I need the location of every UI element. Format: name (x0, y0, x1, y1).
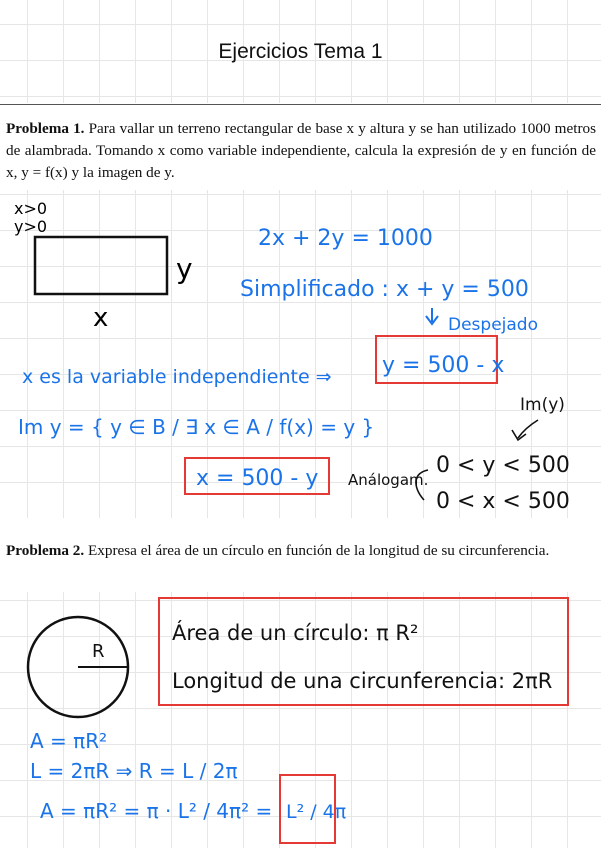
equation-perimeter: 2x + 2y = 1000 (258, 226, 433, 251)
despejado-label: Despejado (448, 315, 538, 335)
down-arrow-icon (426, 308, 438, 324)
problem-1-text: Para vallar un terreno rectangular de base x y altura y se han utilizado 1000 metros de alambrada. Tomando x como variable independiente, calcula la expresión de y en función de x, y = f(x) y la imagen de y. (6, 120, 596, 181)
radius-label: R (92, 641, 105, 662)
range-y: 0 < y < 500 (436, 453, 570, 478)
problem-2-text: Expresa el área de un círculo en función de la longitud de su circunferencia. (87, 542, 550, 559)
length-formula: L = 2πR ⇒ R = L / 2π (30, 759, 238, 783)
condition-y: y>0 (14, 217, 48, 236)
rectangle-diagram (35, 237, 167, 294)
boxed-result: L² / 4π (286, 801, 347, 823)
equation-simplified: Simplificado : x + y = 500 (240, 277, 529, 302)
boxed-y-expression: y = 500 - x (382, 353, 505, 378)
length-definition: Longitud de una circunferencia: 2πR (172, 669, 553, 693)
image-label: Im(y) (520, 395, 565, 415)
image-definition: Im y = { y ∈ B / ∃ x ∈ A / f(x) = y } (18, 415, 375, 439)
range-x: 0 < x < 500 (436, 489, 570, 514)
rect-label-y: y (176, 252, 193, 285)
independent-variable-note: x es la variable independiente ⇒ (22, 366, 332, 388)
boxed-x-expression: x = 500 - y (196, 466, 319, 491)
analog-note: Análogam. (348, 471, 429, 489)
problem-1-heading: Problema 1. (6, 120, 85, 137)
condition-x: x>0 (14, 199, 48, 218)
curved-arrow-icon (512, 420, 538, 440)
area-formula: A = πR² (30, 729, 108, 753)
circle-diagram (28, 617, 128, 717)
page-title: Ejercicios Tema 1 (218, 40, 383, 63)
result-derivation: A = πR² = π · L² / 4π² = (40, 799, 273, 823)
problem-2-heading: Problema 2. (6, 542, 85, 559)
rect-label-x: x (93, 303, 109, 333)
area-definition: Área de un círculo: π R² (172, 621, 419, 645)
